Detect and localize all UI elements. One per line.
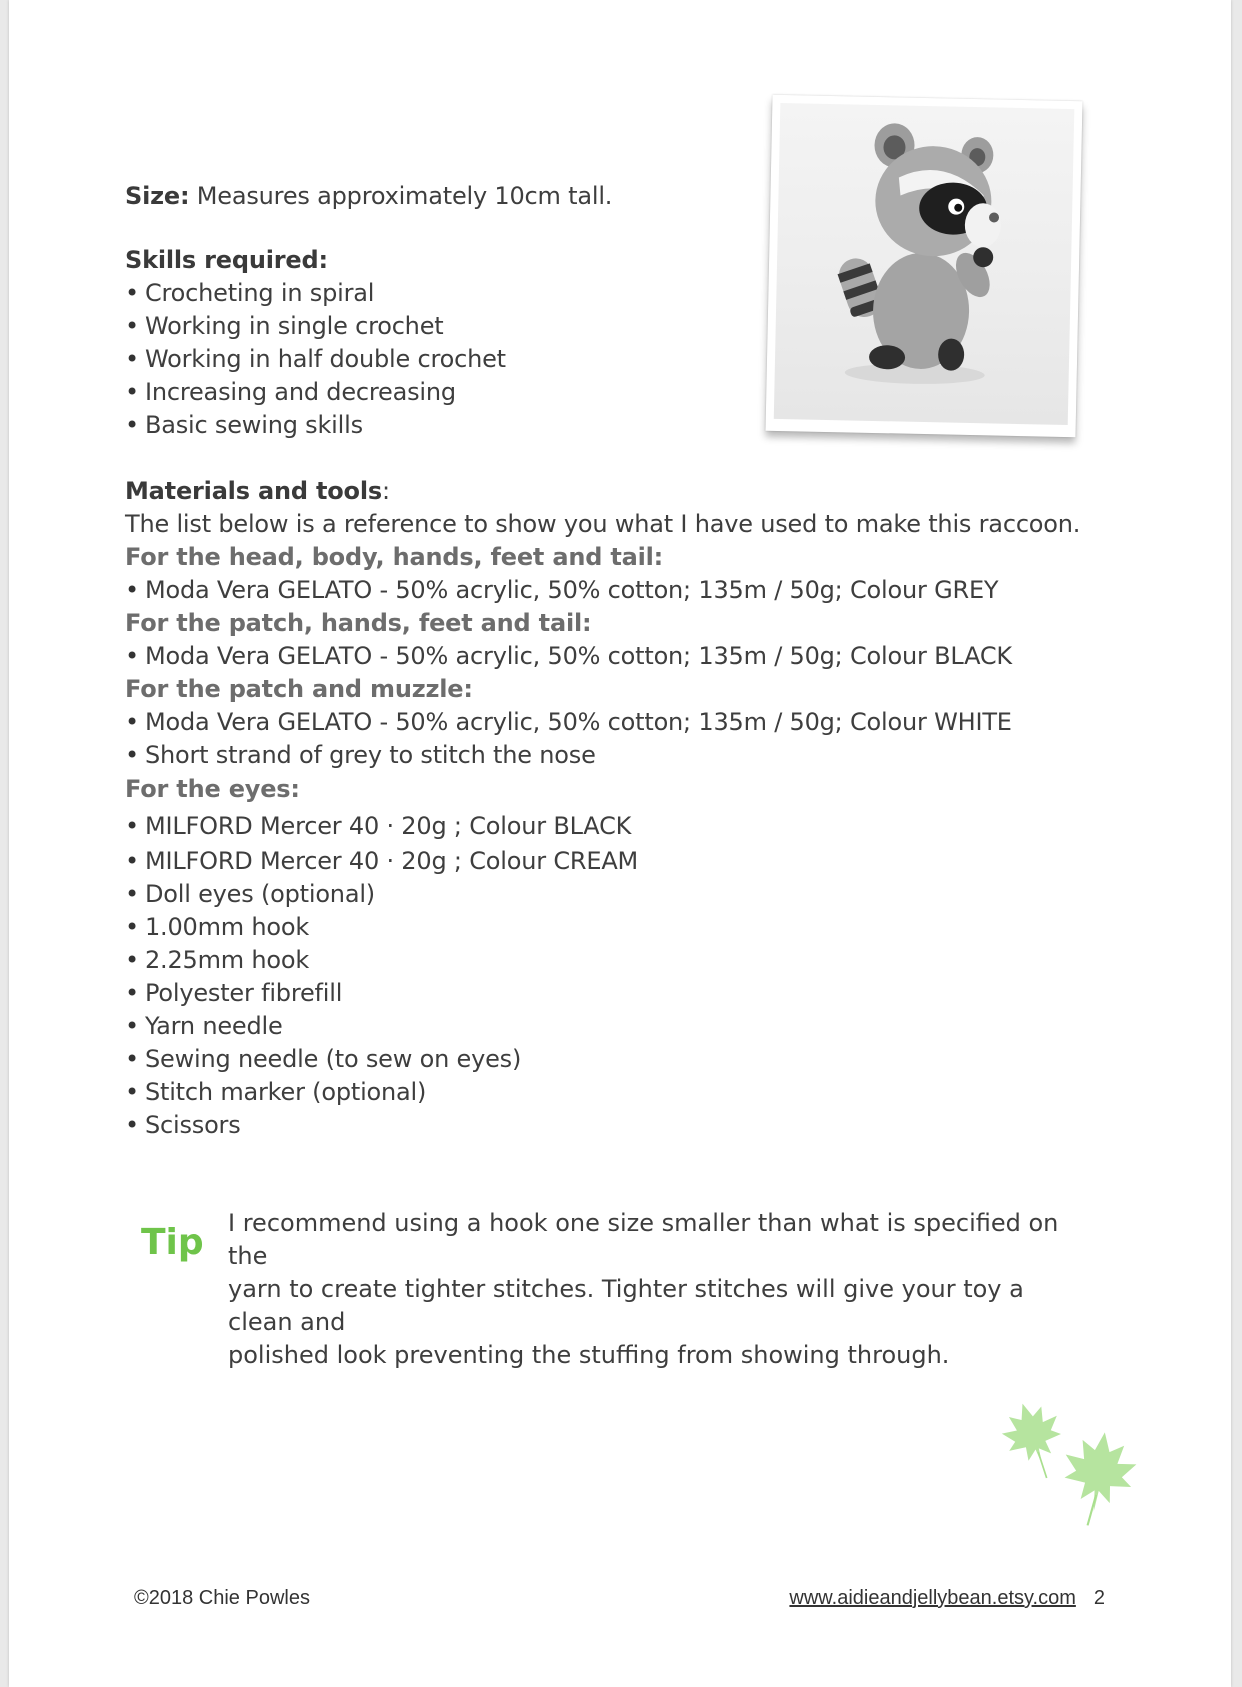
materials-intro: The list below is a reference to show you what I have used to make this raccoon. [125,510,1081,538]
subheading-head-body: For the head, body, hands, feet and tail: [125,543,664,571]
website-link[interactable]: www.aidieandjellybean.etsy.com [789,1587,1076,1609]
subheading-eyes: For the eyes: [125,775,300,803]
tip-text [228,1207,1088,1372]
materials-heading-colon: : [381,477,390,505]
list-item: • Moda Vera GELATO - 50% acrylic, 50% cotton; 135m / 50g; Colour WHITE [125,707,1012,737]
list-item: • Sewing needle (to sew on eyes) [125,1044,521,1074]
list-item: • 1.00mm hook [125,912,309,942]
subheading-patch-hands: For the patch, hands, feet and tail: [125,609,592,637]
page-number: 2 [1093,1587,1105,1609]
list-item: • MILFORD Mercer 40 · 20g ; Colour CREAM [125,846,638,876]
list-item: • Scissors [125,1110,241,1140]
tip-line: yarn to create tighter stitches. Tighter stitches will give your toy a clean and [228,1275,1024,1336]
size-label: Size: [125,182,190,210]
list-item: • Doll eyes (optional) [125,879,375,909]
list-item: • Yarn needle [125,1011,283,1041]
materials-heading [125,476,390,506]
footer-right [789,1587,1105,1610]
maple-leaf-icon [999,1398,1149,1528]
raccoon-amigurumi-icon [774,103,1075,425]
list-item: • Working in single crochet [125,311,443,341]
materials-heading-text: Materials and tools [125,477,382,505]
size-text: Measures approximately 10cm tall. [189,182,613,210]
list-item: • 2.25mm hook [125,945,309,975]
subheading-patch-muzzle: For the patch and muzzle: [125,675,473,703]
copyright: ©2018 Chie Powles [134,1587,310,1609]
list-item: • Increasing and decreasing [125,377,456,407]
list-item: • MILFORD Mercer 40 · 20g ; Colour BLACK [125,811,631,841]
list-item: • Working in half double crochet [125,344,506,374]
list-item: • Moda Vera GELATO - 50% acrylic, 50% cotton; 135m / 50g; Colour BLACK [125,641,1012,671]
tip-label: Tip [141,1222,204,1263]
size-line [125,181,612,211]
list-item: • Basic sewing skills [125,410,363,440]
list-item: • Polyester fibrefill [125,978,342,1008]
tip-line: I recommend using a hook one size smaller than what is specified on the [228,1209,1059,1270]
tip-line: polished look preventing the stuffing from showing through. [228,1341,950,1369]
document-page [9,0,1231,1687]
skills-heading: Skills required: [125,246,328,274]
raccoon-photo [766,95,1083,437]
list-item: • Stitch marker (optional) [125,1077,426,1107]
raccoon-amigurumi-image [774,103,1075,425]
list-item: • Moda Vera GELATO - 50% acrylic, 50% cotton; 135m / 50g; Colour GREY [125,575,998,605]
list-item: • Short strand of grey to stitch the nose [125,740,596,770]
list-item: • Crocheting in spiral [125,278,374,308]
